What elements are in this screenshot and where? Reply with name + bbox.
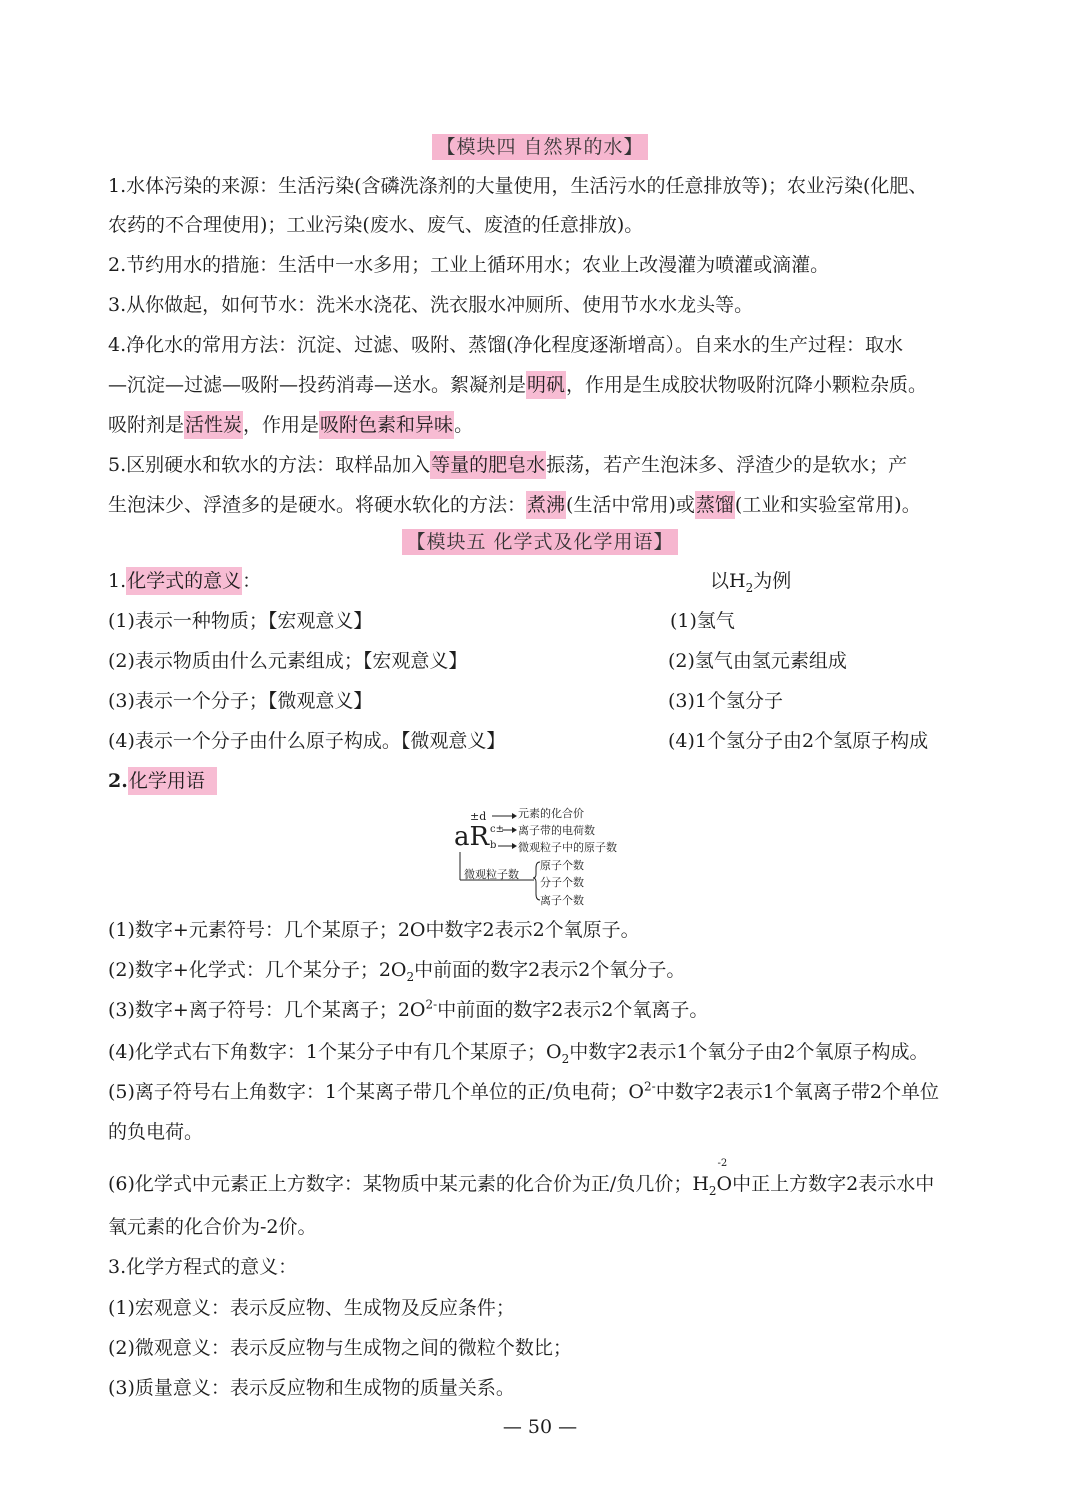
symbol-charge: c± (490, 824, 504, 835)
text-segment: 生泡沫少、浮渣多的是硬水。将硬水软化的方法： (108, 494, 527, 516)
text-segment: 振荡，若产生泡沫多、浮渣少的是软水；产 (546, 454, 908, 476)
section1-title (108, 569, 976, 593)
text-segment: (2)数字+化学式：几个某分子；2O (108, 959, 407, 981)
module4-p5-line1 (108, 453, 976, 477)
chemical-notation-diagram (454, 804, 634, 910)
section3-title: 3.化学方程式的意义： (108, 1256, 298, 1278)
module5-title: 【模块五 化学式及化学用语】 (402, 529, 677, 555)
meaning-left-2: (2)表示物质由什么元素组成；【宏观意义】 (108, 650, 468, 672)
module4-p1-line2: 农药的不合理使用)；工业污染(废水、废气、废渣的任意排放)。 (108, 214, 644, 236)
meaning-right-1: (1)氢气 (670, 610, 735, 632)
text-segment: 中数字2表示1个氧分子由2个氧原子构成。 (569, 1041, 929, 1063)
label-molecules: 分子个数 (540, 876, 584, 889)
symbol-valence: ±d (470, 810, 487, 823)
module4-p4-line2 (108, 373, 976, 397)
text-segment: 中正上方数字2表示水中 (732, 1173, 935, 1195)
subscript: 2 (745, 580, 754, 595)
text-segment: 5.区别硬水和软水的方法：取样品加入 (108, 454, 431, 476)
text-segment: (工业和实验室常用)。 (734, 494, 921, 516)
text-segment: ，作用是 (243, 414, 320, 436)
text-segment: 吸附剂是 (108, 414, 185, 436)
section2-title (108, 769, 976, 793)
meaning-right-3: (3)1个氢分子 (668, 690, 784, 712)
highlight-chem-terms: 化学用语 (128, 767, 217, 795)
module4-p4-line3 (108, 413, 976, 437)
rule-6-line2: 氧元素的化合价为-2价。 (108, 1216, 317, 1238)
highlight-distill: 蒸馏 (695, 491, 735, 519)
text-segment: 以H (710, 570, 746, 592)
subscript: 2 (561, 1051, 570, 1066)
highlight-formula-meaning: 化学式的意义 (126, 567, 242, 595)
text-segment: O (716, 1173, 733, 1195)
section3-item-3: (3)质量意义：表示反应物和生成物的质量关系。 (108, 1377, 515, 1399)
label-valence: 元素的化合价 (518, 807, 584, 820)
subscript: 2 (406, 969, 415, 984)
example-label (710, 569, 791, 593)
rule-6-line1 (108, 1158, 976, 1198)
text-segment: 。 (454, 414, 474, 436)
highlight-adsorb: 吸附色素和异味 (319, 411, 454, 439)
highlight-soap-water: 等量的肥皂水 (430, 451, 546, 479)
module5-heading (0, 529, 1080, 555)
symbol-aR: aR (454, 822, 490, 852)
meaning-left-3: (3)表示一个分子；【微观意义】 (108, 690, 373, 712)
module4-p4-line1: 4.净化水的常用方法：沉淀、过滤、吸附、蒸馏(净化程度逐渐增高）。自来水的生产过程：取水 (108, 334, 904, 356)
rule-1: (1)数字+元素符号：几个某原子；2O中数字2表示2个氧原子。 (108, 919, 640, 941)
meaning-right-4: (4)1个氢分子由2个氢原子构成 (668, 730, 929, 752)
text-segment: (4)化学式右下角数字：1个某分子中有几个某原子；O (108, 1041, 562, 1063)
symbol-subscript: b (490, 840, 497, 851)
meaning-left-4: (4)表示一个分子由什么原子构成。【微观意义】 (108, 730, 506, 752)
highlight-boil: 煮沸 (526, 491, 566, 519)
label-atom-count: 微观粒子中的原子数 (518, 841, 617, 854)
rule-2 (108, 958, 976, 982)
module4-p1-line1: 1.水体污染的来源：生活污染(含磷洗涤剂的大量使用，生活污水的任意排放等)；农业污染(化肥、 (108, 175, 928, 197)
module4-p3: 3.从你做起，如何节水：洗米水浇花、洗衣服水冲厕所、使用节水水龙头等。 (108, 294, 754, 316)
text-segment: (生活中常用)或 (566, 494, 695, 516)
text-segment: 中前面的数字2表示2个氧离子。 (437, 999, 709, 1021)
module4-p2: 2.节约用水的措施：生活中一水多用；工业上循环用水；农业上改漫灌为喷灌或滴灌。 (108, 254, 830, 276)
module4-title: 【模块四 自然界的水】 (432, 134, 647, 160)
module4-p5-line2 (108, 493, 976, 517)
text-segment: 中前面的数字2表示2个氧分子。 (414, 959, 686, 981)
label-charge: 离子带的电荷数 (518, 824, 595, 837)
oxygen-with-valence (716, 1158, 733, 1196)
subscript: 2 (708, 1183, 717, 1198)
label-ions: 离子个数 (540, 894, 584, 907)
text-segment: ，作用是生成胶状物吸附沉降小颗粒杂质。 (566, 374, 928, 396)
text-segment: —沉淀—过滤—吸附—投药消毒—送水。絮凝剂是 (108, 374, 527, 396)
text-segment: (6)化学式中元素正上方数字：某物质中某元素的化合价为正/负几价；H (108, 1173, 709, 1195)
meaning-left-1: (1)表示一种物质；【宏观意义】 (108, 610, 373, 632)
text-segment: 为例 (753, 570, 792, 592)
meaning-right-2: (2)氢气由氢元素组成 (668, 650, 847, 672)
text-segment: 1. (108, 570, 127, 592)
superscript: 2- (425, 997, 438, 1012)
valence-mark: -2 (717, 1158, 728, 1169)
rule-4 (108, 1040, 976, 1064)
rule-3 (108, 998, 976, 1022)
module4-heading (0, 134, 1080, 160)
text-segment: (5)离子符号右上角数字：1个某离子带几个单位的正/负电荷；O (108, 1081, 644, 1103)
superscript: 2- (643, 1079, 656, 1094)
section3-item-1: (1)宏观意义：表示反应物、生成物及反应条件； (108, 1297, 515, 1319)
text-segment: 中数字2表示1个氧离子带2个单位 (655, 1081, 939, 1103)
rule-5-line1 (108, 1080, 976, 1104)
highlight-alum: 明矾 (526, 371, 566, 399)
rule-5-line2: 的负电荷。 (108, 1121, 204, 1143)
label-atoms: 原子个数 (540, 859, 584, 872)
text-segment: (3)数字+离子符号：几个某离子；2O (108, 999, 426, 1021)
label-particle-count: 微观粒子数 (464, 868, 519, 881)
text-segment: ： (242, 570, 262, 592)
page-number: — 50 — (502, 1416, 578, 1438)
text-segment: 2. (108, 770, 128, 792)
highlight-activated-carbon: 活性炭 (184, 411, 243, 439)
section3-item-2: (2)微观意义：表示反应物与生成物之间的微粒个数比； (108, 1337, 572, 1359)
